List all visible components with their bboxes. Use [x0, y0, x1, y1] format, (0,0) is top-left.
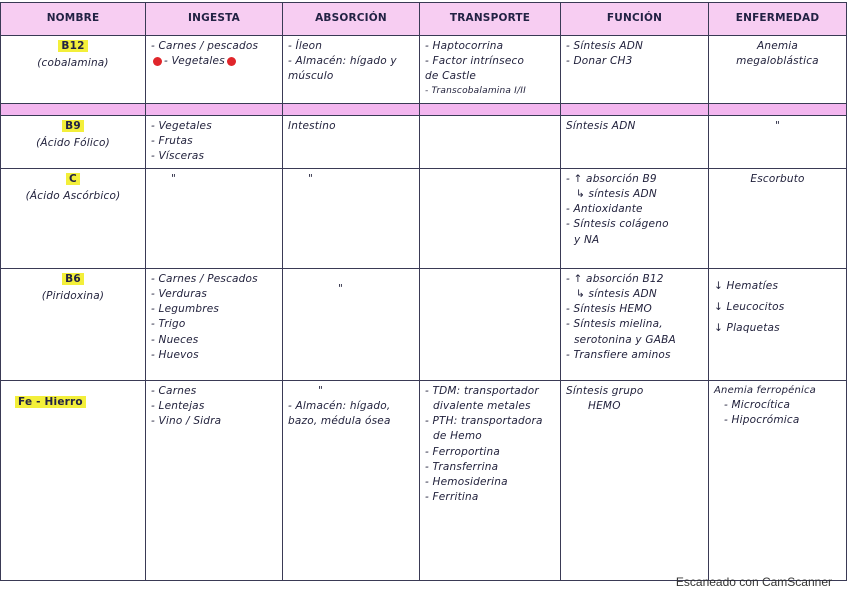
list-item: - Antioxidante [566, 203, 643, 216]
transporte-cell [420, 268, 561, 380]
list-item: - Síntesis colágeno [566, 218, 669, 231]
transporte-cell [420, 380, 561, 580]
list-item: HEMO [588, 399, 621, 412]
ditto-mark: " [308, 172, 314, 185]
ingesta-cell [146, 116, 283, 169]
name-cell [1, 36, 146, 104]
list-item: de Hemo [433, 430, 482, 443]
name-sub: (cobalamina) [37, 57, 109, 70]
ditto-mark: " [318, 384, 324, 397]
list-item: Síntesis grupo [566, 384, 644, 397]
funcion-cell [561, 268, 709, 380]
list-item: - Vegetales [151, 120, 212, 132]
list-item: - Almacén: hígado, [288, 399, 391, 412]
list-item: megaloblástica [736, 55, 819, 68]
list-item: - Trigo [151, 318, 186, 331]
list-item: - Vino / Sidra [151, 415, 222, 428]
list-item: - Transferrina [425, 460, 499, 473]
list-item: músculo [288, 70, 334, 83]
funcion-cell [561, 380, 709, 580]
list-item: Anemia [756, 40, 799, 52]
ingesta-cell [146, 168, 283, 268]
list-item: - Haptocorrina [425, 40, 504, 52]
enfermedad-cell [709, 168, 847, 268]
header-funcion: FUNCIÓN [561, 3, 709, 36]
list-item: - Legumbres [151, 303, 220, 316]
list-item: - Íleon [288, 40, 323, 52]
enfermedad-cell [709, 268, 847, 380]
funcion-cell [561, 116, 709, 169]
list-item: - Ferritina [425, 491, 479, 504]
list-item: - Almacén: hígado y [288, 55, 397, 68]
table-row [1, 268, 847, 380]
list-item: - Hipocrómica [724, 414, 800, 427]
name-highlight: B9 [62, 120, 84, 132]
list-item: y NA [574, 233, 600, 246]
list-item: Anemia ferropénica [714, 384, 817, 396]
name-sub: (Piridoxina) [41, 289, 105, 302]
list-item: - Carnes / pescados [151, 40, 259, 52]
list-item: - Factor intrínseco [425, 55, 525, 68]
list-item: - ↑ absorción B12 [566, 272, 664, 285]
list-item: ↓ Leucocitos [714, 300, 785, 313]
funcion-cell [561, 36, 709, 104]
ingesta-cell [146, 380, 283, 580]
list-item: - Vegetales [151, 54, 277, 69]
list-item: serotonina y GABA [574, 333, 676, 346]
absorcion-cell [283, 36, 420, 104]
name-highlight: B6 [62, 273, 84, 285]
list-item: - TDM: transportador [425, 384, 539, 397]
name-highlight: Fe - Hierro [15, 396, 86, 408]
ingesta-cell [146, 36, 283, 104]
table-row [1, 116, 847, 169]
list-item: - Transcobalamina I/II [425, 85, 526, 96]
name-cell [1, 380, 146, 580]
list-item: - Transfiere aminos [566, 348, 671, 361]
transporte-cell [420, 116, 561, 169]
red-dot-icon [227, 57, 236, 66]
enfermedad-cell [709, 380, 847, 580]
list-item: ↓ Plaquetas [714, 322, 780, 335]
list-item: bazo, médula ósea [288, 415, 391, 428]
scanner-watermark: Escaneado con CamScanner [675, 575, 832, 589]
header-transporte: TRANSPORTE [420, 3, 561, 36]
table-row [1, 36, 847, 104]
list-item: - Síntesis ADN [566, 40, 644, 52]
ditto-mark: " [774, 120, 781, 132]
list-item: Intestino [288, 120, 336, 132]
row-separator [1, 104, 847, 116]
absorcion-cell [283, 116, 420, 169]
name-cell [1, 268, 146, 380]
funcion-cell [561, 168, 709, 268]
list-item: de Castle [425, 70, 476, 83]
list-item: divalente metales [433, 399, 531, 412]
list-item: - Síntesis HEMO [566, 303, 652, 316]
list-item: - Microcítica [724, 399, 791, 412]
list-item: - Nueces [151, 333, 199, 346]
enfermedad-cell [709, 36, 847, 104]
list-item: - Donar CH3 [566, 55, 633, 68]
header-nombre: NOMBRE [1, 3, 146, 36]
name-highlight: C [66, 173, 80, 185]
enfermedad-cell [709, 116, 847, 169]
list-item: ↓ Hematíes [714, 279, 779, 292]
absorcion-cell [283, 380, 420, 580]
vitamins-table [0, 2, 847, 581]
list-item: ↳ síntesis ADN [576, 287, 657, 300]
list-item: - Carnes / Pescados [151, 272, 258, 285]
list-item: - Vísceras [151, 150, 205, 163]
header-absorcion: ABSORCIÓN [283, 3, 420, 36]
absorcion-cell [283, 268, 420, 380]
list-item: - Hemosiderina [425, 475, 508, 488]
list-item: ↳ síntesis ADN [576, 187, 657, 200]
list-item: - Verduras [151, 287, 208, 300]
transporte-cell [420, 168, 561, 268]
name-sub: (Ácido Fólico) [36, 137, 110, 150]
list-item: - Carnes [151, 384, 197, 397]
header-row [1, 3, 847, 36]
red-dot-icon [153, 57, 162, 66]
list-item: - Frutas [151, 135, 193, 148]
name-highlight: B12 [58, 40, 87, 52]
list-item: - Lentejas [151, 399, 205, 412]
ditto-mark: " [171, 172, 177, 185]
header-enfermedad: ENFERMEDAD [709, 3, 847, 36]
table-row [1, 168, 847, 268]
list-item: - PTH: transportadora [425, 415, 543, 428]
absorcion-cell [283, 168, 420, 268]
name-cell [1, 116, 146, 169]
ingesta-cell [146, 268, 283, 380]
list-item: - ↑ absorción B9 [566, 172, 657, 185]
header-ingesta: INGESTA [146, 3, 283, 36]
list-item: Escorbuto [750, 172, 805, 185]
name-cell [1, 168, 146, 268]
list-item: Síntesis ADN [566, 120, 636, 132]
name-sub: (Ácido Ascórbico) [25, 189, 121, 202]
list-item: - Síntesis mielina, [566, 318, 663, 331]
list-item: - Ferroportina [425, 445, 501, 458]
ditto-mark: " [338, 282, 344, 295]
list-item: - Huevos [151, 348, 199, 361]
transporte-cell [420, 36, 561, 104]
table-row [1, 380, 847, 580]
